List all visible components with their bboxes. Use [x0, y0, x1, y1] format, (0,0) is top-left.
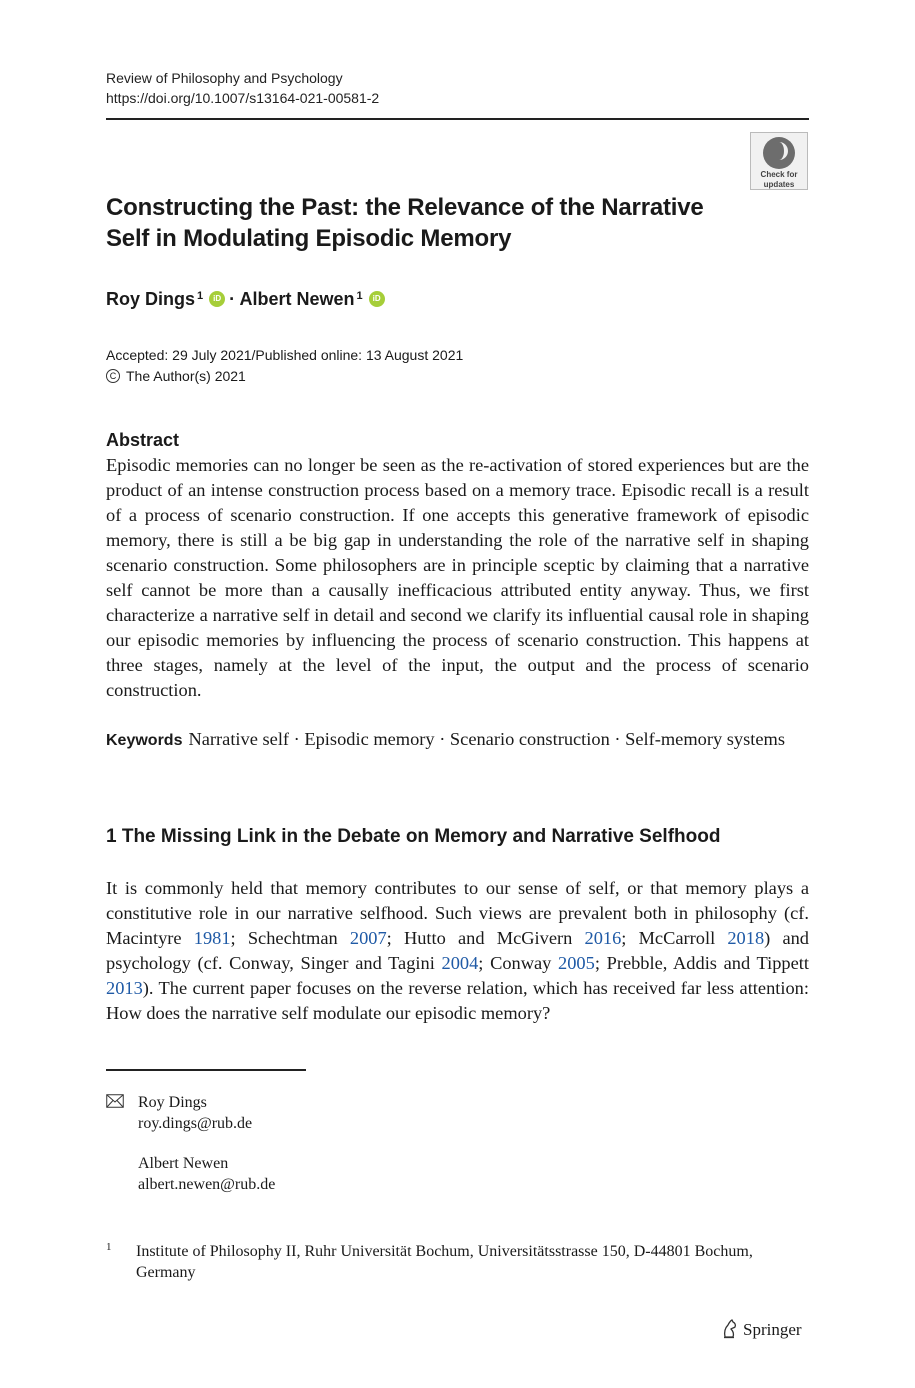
footnote-rule — [106, 1069, 306, 1071]
contact-email[interactable]: roy.dings@rub.de — [138, 1115, 253, 1132]
citation-link[interactable]: 1981 — [193, 928, 231, 948]
keywords-label: Keywords — [106, 732, 183, 749]
paragraph-text: ). The current paper focuses on the reverse relation, which has received far less attention: How does the narrative self modulate our episodic memory? — [106, 978, 809, 1023]
copyright-line — [106, 366, 246, 386]
section-heading: 1 The Missing Link in the Debate on Memory and Narrative Selfhood — [106, 826, 721, 847]
affiliation-number: 1 — [106, 1241, 112, 1253]
paragraph-text: It is commonly held that memory contributes to our sense of self, or that memory plays a constitutive role in our narrative selfhood. Such views are prevalent both in philosophy (cf. Macintyre — [106, 878, 809, 948]
orcid-icon[interactable]: iD — [369, 291, 385, 307]
keywords-text: Narrative self · Episodic memory · Scenario construction · Self-memory systems — [188, 729, 785, 749]
check-for-updates-badge[interactable] — [750, 132, 808, 190]
envelope-icon — [106, 1094, 124, 1108]
contact-name: Roy Dings — [138, 1094, 207, 1111]
paragraph-text: ; McCarroll — [621, 928, 728, 948]
header-rule — [106, 118, 809, 120]
badge-line-1: Check for — [760, 170, 798, 179]
doi-link[interactable]: https://doi.org/10.1007/s13164-021-00581-2 — [106, 90, 380, 106]
contact-name: Albert Newen — [138, 1155, 229, 1172]
publisher-name: Springer — [743, 1320, 802, 1339]
affiliation-text: Institute of Philosophy II, Ruhr Universität Bochum, Universitätsstrasse 150, D-44801 Bochum, Germany — [136, 1243, 753, 1281]
publication-dates: Accepted: 29 July 2021/Published online: 13 August 2021 — [106, 347, 464, 363]
paragraph-text: ; Hutto and McGivern — [386, 928, 585, 948]
contact-list — [138, 1092, 275, 1195]
article-title: Constructing the Past: the Relevance of the Narrative Self in Modulating Episodic Memory — [106, 194, 704, 252]
author-name: Roy Dings — [106, 289, 196, 309]
keywords — [106, 727, 809, 753]
citation-link[interactable]: 2007 — [349, 928, 387, 948]
affiliation-marker: 1 — [197, 290, 204, 302]
author-name: Albert Newen — [239, 289, 355, 309]
abstract-heading: Abstract — [106, 430, 180, 450]
paragraph-text: ; Prebble, Addis and Tippett — [594, 953, 809, 973]
journal-header — [106, 68, 379, 108]
crossmark-icon — [763, 137, 795, 169]
publisher-logo — [721, 1318, 802, 1342]
contact-email[interactable]: albert.newen@rub.de — [138, 1176, 276, 1193]
copyright-icon: C — [106, 369, 120, 383]
section-paragraph — [106, 876, 809, 1026]
author-separator: · — [229, 289, 236, 309]
orcid-icon[interactable]: iD — [209, 291, 225, 307]
citation-link[interactable]: 2016 — [584, 928, 622, 948]
author-list — [106, 286, 389, 312]
paragraph-text: ; Schechtman — [230, 928, 350, 948]
affiliation-marker: 1 — [356, 290, 363, 302]
paragraph-text: ) and psychology (cf. Conway, Singer and Tagini — [106, 928, 809, 973]
paragraph-text: ; Conway — [478, 953, 559, 973]
citation-link[interactable]: 2005 — [558, 953, 595, 973]
abstract-text: Episodic memories can no longer be seen as the re-activation of stored experiences but are the product of an intense construction process based on a memory trace. Episodic recall is a result of a process of scenario construction. If one accepts this generative framework of episodic memory, there is still a be big gap in understanding the role of the narrative self in shaping scenario construction. Some philosophers are in principle sceptic by claiming that a narrative self cannot be more than a causally inefficacious attributed entity anyway. Thus, we first characterize a narrative self in detail and second we clarify its influential causal role in shaping our episodic memories by influencing the process of scenario construction. This happens at three stages, namely at the level of the input, the output and the process of scenario construction. — [106, 455, 809, 700]
citation-link[interactable]: 2013 — [106, 978, 143, 998]
copyright-text: The Author(s) 2021 — [126, 368, 246, 384]
citation-link[interactable]: 2004 — [441, 953, 479, 973]
journal-name: Review of Philosophy and Psychology — [106, 70, 343, 86]
citation-link[interactable]: 2018 — [727, 928, 765, 948]
badge-line-2: updates — [763, 180, 795, 189]
springer-horse-icon — [721, 1319, 739, 1339]
